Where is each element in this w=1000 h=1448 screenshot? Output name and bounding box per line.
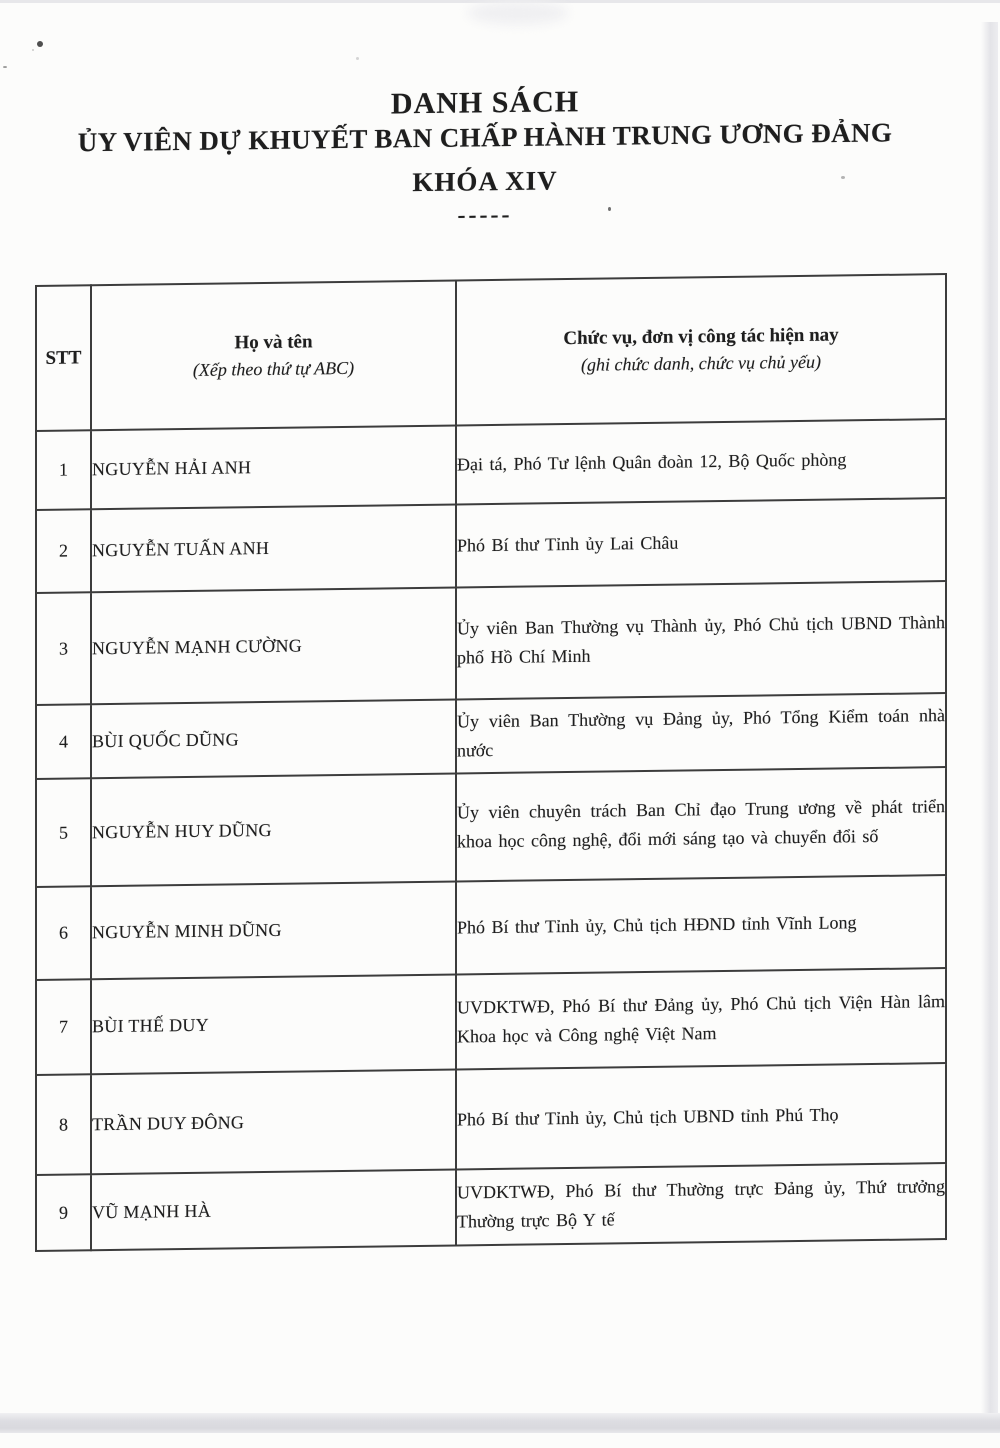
document-term-line: KHÓA XIV — [412, 165, 558, 198]
scan-speck — [3, 66, 7, 68]
scan-speck — [37, 41, 43, 47]
member-name: BÙI THẾ DUY — [91, 974, 456, 1074]
member-name: VŨ MẠNH HÀ — [91, 1169, 456, 1250]
member-position: Ủy viên chuyên trách Ban Chỉ đạo Trung ương về phát triển khoa học công nghệ, đổi mới sáng tạo và chuyển đổi số — [456, 767, 946, 881]
header-stt: STT — [36, 285, 91, 431]
member-name: NGUYỄN TUẤN ANH — [91, 504, 456, 592]
member-position: Phó Bí thư Tỉnh ủy, Chủ tịch UBND tỉnh Phú Thọ — [456, 1063, 946, 1169]
table-row — [36, 419, 946, 510]
row-number: 4 — [36, 704, 91, 779]
header-position-sub: (ghi chức danh, chức vụ chủ yếu) — [580, 351, 822, 375]
scan-right-shadow — [981, 22, 998, 1414]
row-number: 1 — [36, 430, 91, 510]
table-row — [36, 498, 946, 593]
table-row — [36, 1163, 946, 1251]
header-position — [456, 274, 946, 425]
scan-bottom-shadow — [0, 1413, 1000, 1433]
row-number: 5 — [36, 778, 91, 887]
title-divider-dashes: ----- — [457, 201, 513, 229]
table-row — [36, 968, 946, 1075]
header-position-main: Chức vụ, đơn vị công tác hiện nay — [563, 324, 839, 350]
member-position: Đại tá, Phó Tư lệnh Quân đoàn 12, Bộ Quốc phòng — [456, 419, 946, 504]
members-table-wrap — [35, 273, 947, 1252]
table-row — [36, 693, 946, 779]
table-row — [36, 875, 946, 980]
table-row — [36, 581, 946, 705]
member-position: Phó Bí thư Tỉnh ủy, Chủ tịch HĐND tỉnh Vĩnh Long — [456, 875, 946, 974]
member-position: Phó Bí thư Tỉnh ủy Lai Châu — [456, 498, 946, 587]
members-table — [35, 273, 947, 1252]
row-number: 6 — [36, 886, 91, 980]
header-name-main: Họ và tên — [234, 331, 313, 354]
member-name: NGUYỄN HUY DŨNG — [91, 773, 456, 886]
header-name — [91, 280, 456, 430]
member-name: NGUYỄN MẠNH CƯỜNG — [91, 587, 456, 704]
document-subtitle: ỦY VIÊN DỰ KHUYẾT BAN CHẤP HÀNH TRUNG ƯƠNG ĐẢNG — [77, 117, 893, 158]
scan-speck — [356, 57, 359, 60]
member-position: Ủy viên Ban Thường vụ Thành ủy, Phó Chủ tịch UBND Thành phố Hồ Chí Minh — [456, 581, 946, 699]
table-header-row — [36, 274, 946, 431]
row-number: 7 — [36, 979, 91, 1075]
member-position: UVDKTWĐ, Phó Bí thư Thường trực Đảng ủy, Thứ trưởng Thường trực Bộ Y tế — [456, 1163, 946, 1245]
header-name-sub: (Xếp theo thứ tự ABC) — [192, 357, 355, 380]
document-title: DANH SÁCH — [390, 85, 580, 121]
member-name: NGUYỄN HẢI ANH — [91, 425, 456, 509]
row-number: 2 — [36, 509, 91, 593]
member-name: NGUYỄN MINH DŨNG — [91, 881, 456, 979]
member-position: Ủy viên Ban Thường vụ Đảng ủy, Phó Tổng Kiểm toán nhà nước — [456, 693, 946, 773]
table-row — [36, 767, 946, 887]
scan-top-smudge — [468, 1, 568, 25]
member-position: UVDKTWĐ, Phó Bí thư Đảng ủy, Phó Chủ tịch Viện Hàn lâm Khoa học và Công nghệ Việt Nam — [456, 968, 946, 1069]
row-number: 3 — [36, 592, 91, 705]
member-name: TRẦN DUY ĐÔNG — [91, 1069, 456, 1174]
row-number: 8 — [36, 1074, 91, 1175]
row-number: 9 — [36, 1174, 91, 1251]
table-row — [36, 1063, 946, 1175]
member-name: BÙI QUỐC DŨNG — [91, 699, 456, 778]
